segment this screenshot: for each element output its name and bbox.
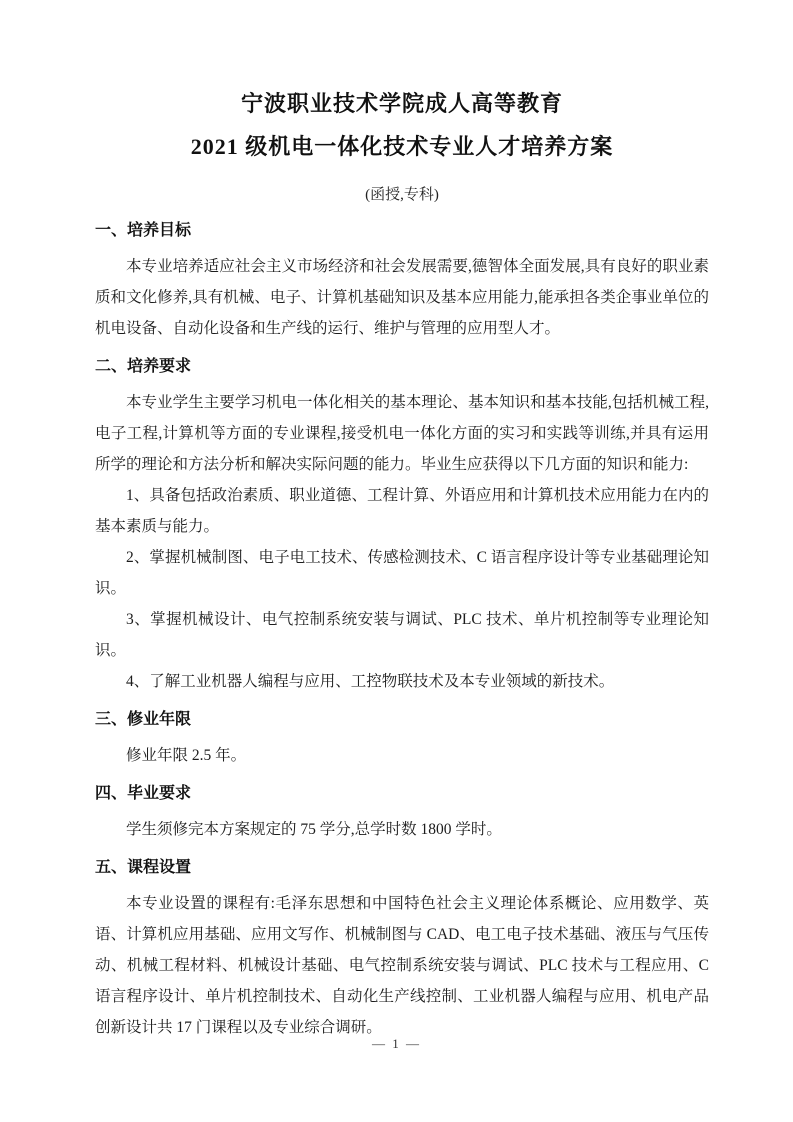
paragraph: 本专业培养适应社会主义市场经济和社会发展需要,德智体全面发展,具有良好的职业素质和文化修养,具有机械、电子、计算机基础知识及基本应用能力,能承担各类企事业单位的机电设备、自动化设备和生产线的运行、维护与管理的应用型人才。 [95, 258, 709, 337]
section-heading-graduation-requirements: 四、毕业要求 [95, 785, 192, 802]
section-training-objectives [95, 215, 709, 344]
page-number: — 1 — [372, 1036, 421, 1051]
section-heading-training-objectives: 一、培养目标 [95, 222, 192, 239]
section-graduation-requirements [95, 778, 709, 845]
list-item: 4、了解工业机器人编程与应用、工控物联技术及本专业领域的新技术。 [126, 673, 615, 690]
section-heading-study-duration: 三、修业年限 [95, 711, 192, 728]
document-title-line1: 宁波职业技术学院成人高等教育 [240, 91, 563, 116]
section-course-setup [95, 852, 709, 1043]
paragraph: 学生须修完本方案规定的 75 学分,总学时数 1800 学时。 [126, 821, 502, 838]
paragraph: 本专业学生主要学习机电一体化相关的基本理论、基本知识和基本技能,包括机械工程,电子工程,计算机等方面的专业课程,接受机电一体化方面的实习和实践等训练,并具有运用所学的理论和方法分析和解决实际问题的能力。毕业生应获得以下几方面的知识和能力: [95, 394, 709, 473]
section-training-requirements [95, 351, 709, 697]
list-item: 1、具备包括政治素质、职业道德、工程计算、外语应用和计算机技术应用能力在内的基本素质与能力。 [95, 487, 709, 535]
document-title-line2: 2021 级机电一体化技术专业人才培养方案 [190, 134, 614, 159]
list-item: 2、掌握机械制图、电子电工技术、传感检测技术、C 语言程序设计等专业基础理论知识。 [95, 549, 709, 597]
paragraph: 修业年限 2.5 年。 [126, 747, 247, 764]
list-item: 3、掌握机械设计、电气控制系统安装与调试、PLC 技术、单片机控制等专业理论知识。 [95, 611, 709, 659]
document-subtitle: (函授,专科) [365, 187, 439, 203]
paragraph: 本专业设置的课程有:毛泽东思想和中国特色社会主义理论体系概论、应用数学、英语、计算机应用基础、应用文写作、机械制图与 CAD、电工电子技术基础、液压与气压传动、机械工程材料、机械设计基础、电气控制系统安装与调试、PLC 技术与工程应用、C 语言程序设计、单片机控制技术、自动化生产线控制、工业机器人编程与应用、机电产品创新设计共 17 门课程以及专业综合调研。 [95, 895, 709, 1036]
section-heading-course-setup: 五、课程设置 [95, 859, 192, 876]
section-study-duration [95, 704, 709, 771]
section-heading-training-requirements: 二、培养要求 [95, 358, 192, 375]
